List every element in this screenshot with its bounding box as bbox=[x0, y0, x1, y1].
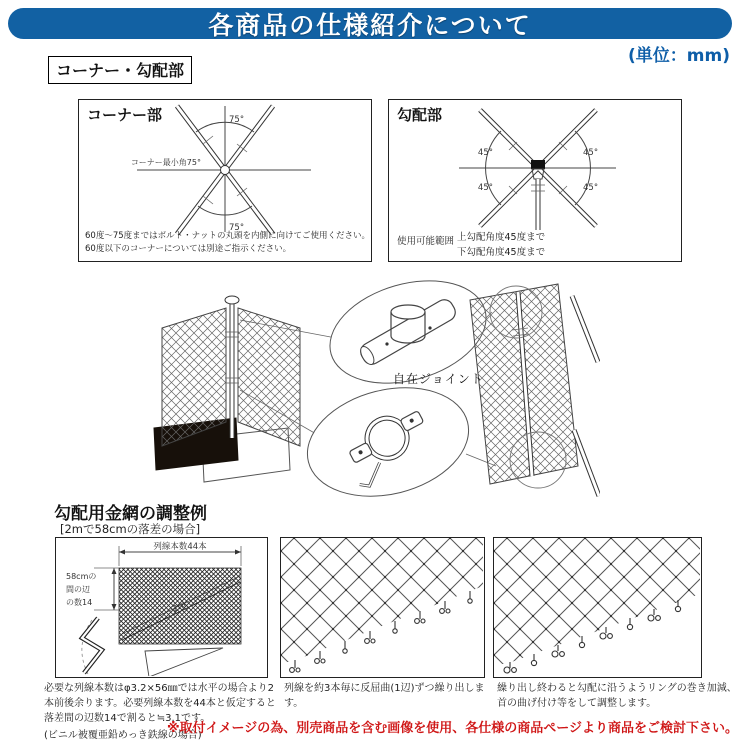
mesh-dimension-diagram bbox=[56, 538, 266, 676]
adjustment-box1 bbox=[55, 537, 268, 678]
box3-caption: 繰り出し終わると勾配に沿うようリングの巻き加減、首の曲げ付け等をして調整します。 bbox=[497, 683, 737, 709]
page-header-bar bbox=[8, 8, 732, 39]
slope-range-line1: 上勾配角度45度まで bbox=[457, 232, 546, 243]
corner-note-line1: 60度〜75度まではボルト・ナットの丸頭を内側に向けてご使用ください。 bbox=[85, 230, 370, 241]
post-cap bbox=[225, 296, 239, 304]
box1-diagonal-label: 2m bbox=[170, 599, 188, 615]
slope-angle-bl-label: 45° bbox=[477, 183, 493, 193]
mesh-panel-left bbox=[162, 308, 226, 446]
corner-min-angle-label: コーナー最小角75° bbox=[130, 158, 201, 167]
slope-range-line2: 下勾配角度45度まで bbox=[457, 247, 546, 259]
slope-wedge bbox=[145, 648, 223, 676]
corner-angle-bottom-label: 75° bbox=[229, 223, 245, 233]
corner-note-line2: 60度以下のコーナーについては別途ご指示ください。 bbox=[85, 243, 292, 254]
slope-diagram-box bbox=[388, 99, 682, 262]
joint-label: 自在ジョイント bbox=[393, 372, 484, 386]
box2-caption: 列線を約3本毎に反屈曲(1辺)ずつ繰り出します。 bbox=[284, 683, 485, 709]
adjustment-condition: [2mで58cmの落差の場合] bbox=[60, 522, 201, 536]
adjustment-heading: 勾配用金網の調整例 bbox=[54, 504, 207, 524]
corner-angle-top-label: 75° bbox=[229, 115, 245, 125]
mesh-panel-right bbox=[238, 308, 300, 446]
box1-top-dimension-label: 列線本数44本 bbox=[153, 542, 207, 552]
joint-callout-bottom bbox=[296, 372, 480, 505]
slope-angle-tr-label: 45° bbox=[583, 148, 599, 158]
box1-left-dimension-line3: の数14 bbox=[66, 598, 93, 607]
slope-range-lines bbox=[457, 230, 545, 260]
adjustment-box2 bbox=[280, 537, 485, 678]
box1-left-dimension-line1: 58cmの bbox=[66, 572, 97, 581]
footer-disclaimer: ※取付イメージの為、別売商品を含む画像を使用、各仕様の商品ページより商品をご検討下さい。 bbox=[167, 721, 738, 736]
section-label: コーナー・勾配部 bbox=[48, 56, 192, 84]
box1-caption: 必要な列線本数はφ3.2×56㎜では水平の場合より2本前後余ります。必要列線本数を44本と仮定すると落差間の辺数14で割ると≒3.1です。 bbox=[44, 683, 276, 724]
unit-note: (単位：mm) bbox=[628, 46, 730, 66]
corner-box-notes bbox=[85, 230, 370, 256]
page-title: 各商品の仕様紹介について bbox=[208, 10, 532, 40]
adjustment-box3 bbox=[493, 537, 702, 678]
mesh-payout-diagram bbox=[281, 538, 483, 676]
corner-diagram-box bbox=[78, 99, 372, 262]
box1-caption-note: (ビニル被覆亜鉛めっき鉄線の場合) bbox=[44, 730, 202, 741]
fence-joint-illustration bbox=[140, 270, 600, 505]
mesh-ring-adjust-diagram bbox=[494, 538, 700, 676]
box1-left-dimension-line2: 間の辺 bbox=[66, 585, 90, 594]
slope-range-label: 使用可能範囲 bbox=[397, 236, 455, 247]
slope-angle-br-label: 45° bbox=[583, 183, 599, 193]
slope-box-title: 勾配部 bbox=[397, 106, 443, 124]
corner-box-title: コーナー部 bbox=[87, 106, 163, 124]
slope-angle-tl-label: 45° bbox=[477, 148, 493, 158]
